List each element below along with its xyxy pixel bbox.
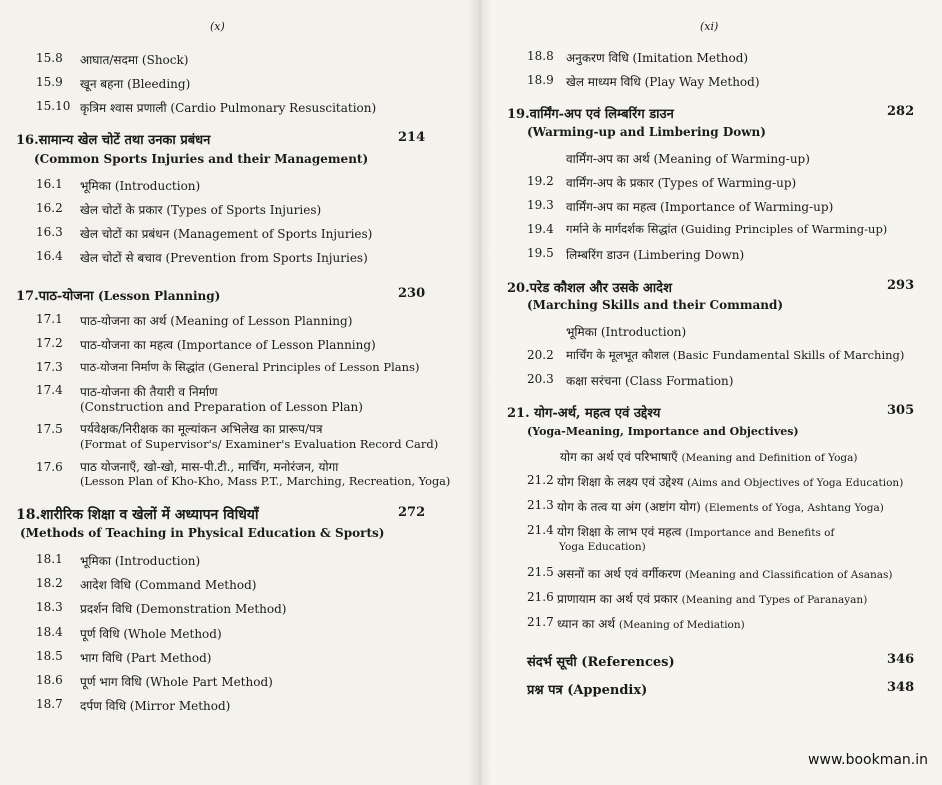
chapter-title: 16.सामान्य खेल चोटें तथा उनका प्रबंधन [16, 133, 211, 148]
chapter-subtitle: (Marching Skills and their Command) [527, 298, 784, 312]
references-page: 346 [887, 652, 915, 667]
chapter-page: 282 [887, 104, 915, 119]
page-number-right: (xi) [700, 20, 719, 33]
page-number-left: (x) [210, 20, 225, 33]
chapter-subtitle: (Common Sports Injuries and their Management) [34, 152, 369, 166]
appendix-page: 348 [887, 680, 915, 695]
chapter-page: 230 [398, 286, 426, 301]
chapter-title: 17.पाठ-योजना (Lesson Planning) [16, 289, 221, 304]
page-gutter [468, 0, 492, 785]
chapter-page: 214 [398, 130, 426, 145]
chapter-title: 18.शारीरिक शिक्षा व खेलों में अध्यापन विधियाँ [16, 507, 259, 523]
chapter-title: 19.वार्मिंग-अप एवं लिम्बरिंग डाउन [507, 107, 674, 122]
chapter-page: 305 [887, 403, 915, 418]
chapter-subtitle: (Methods of Teaching in Physical Education & Sports) [20, 526, 385, 540]
chapter-page: 293 [887, 278, 915, 293]
chapter-title: 20.परेड कौशल और उसके आदेश [507, 281, 672, 296]
chapter-title: 21. योग-अर्थ, महत्व एवं उद्देश्य [507, 406, 661, 421]
chapter-subtitle: (Warming-up and Limbering Down) [527, 125, 766, 139]
appendix-entry: प्रश्न पत्र (Appendix) [527, 683, 648, 698]
chapter-subtitle: (Yoga-Meaning, Importance and Objectives) [527, 425, 799, 438]
chapter-page: 272 [398, 505, 426, 520]
references-entry: संदर्भ सूची (References) [527, 655, 675, 670]
watermark-url: www.bookman.in [808, 752, 928, 768]
